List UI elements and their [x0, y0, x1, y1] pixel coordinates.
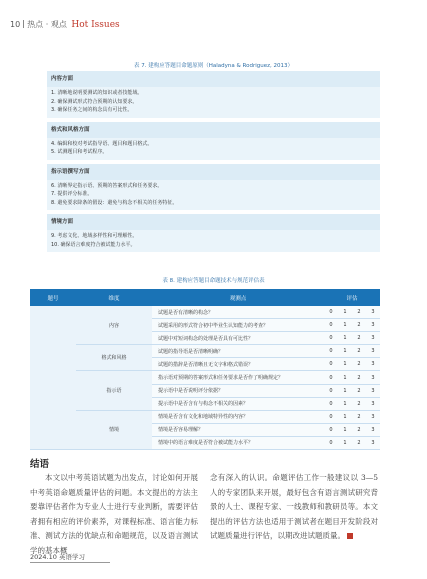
dimension-cell: 内容 — [76, 306, 152, 345]
table7-principle: 7. 提供评分标准。 — [47, 190, 380, 199]
table7 — [47, 71, 380, 252]
rating-option[interactable]: 3 — [366, 410, 380, 423]
observation-cell: 试题的措辞是否清晰且无文字和格式错误？ — [152, 358, 324, 371]
header-divider — [23, 20, 24, 28]
table7-principle: 9. 考虑文化、地域多样性和可理解性。 — [47, 232, 380, 241]
rating-option[interactable]: 0 — [324, 345, 338, 358]
rating-option[interactable]: 3 — [366, 397, 380, 410]
rating-option[interactable]: 3 — [366, 345, 380, 358]
table-row — [30, 410, 380, 423]
rating-option[interactable]: 2 — [352, 345, 366, 358]
section-label: 热点 · 观点 — [27, 20, 67, 29]
rating-option[interactable]: 0 — [324, 436, 338, 449]
observation-cell: 试题的指导语是否清晰明确？ — [152, 345, 324, 358]
rating-option[interactable]: 2 — [352, 397, 366, 410]
rating-option[interactable]: 0 — [324, 410, 338, 423]
table7-section-heading: 指示语撰写方面 — [51, 168, 90, 175]
rating-option[interactable]: 1 — [338, 436, 352, 449]
table-row — [30, 306, 380, 319]
header-dimension: 维度 — [76, 289, 152, 306]
table7-section — [47, 122, 380, 160]
rating-option[interactable]: 0 — [324, 358, 338, 371]
table7-principle: 6. 清晰界定指示语、预期的答案形式和任务要求。 — [47, 182, 380, 191]
table7-section — [47, 164, 380, 211]
footer-rule — [30, 562, 110, 563]
table7-principle: 8. 避免要求降条的假设：避免与构念不相关的任务特征。 — [47, 199, 380, 208]
rating-option[interactable]: 1 — [338, 371, 352, 384]
table7-section — [47, 214, 380, 252]
observation-cell: 情境是否含有文化和地域特异性的内容？ — [152, 410, 324, 423]
table7-section — [47, 71, 380, 118]
table7-section-heading: 情境方面 — [51, 219, 74, 225]
table-row — [30, 345, 380, 358]
header-item-no: 题号 — [30, 289, 76, 306]
footer — [30, 552, 85, 561]
table8 — [30, 289, 380, 450]
rating-option[interactable]: 1 — [338, 397, 352, 410]
body-column-left — [30, 471, 198, 559]
rating-option[interactable]: 2 — [352, 410, 366, 423]
footer-issue: 2024.10 — [30, 553, 57, 561]
rating-option[interactable]: 2 — [352, 306, 366, 319]
observation-cell: 提示语中是否含有与构念不相关的因素？ — [152, 397, 324, 410]
rating-option[interactable]: 2 — [352, 358, 366, 371]
rating-option[interactable]: 3 — [366, 319, 380, 332]
observation-cell: 试题中对短词构念的处理是否具有可比性？ — [152, 332, 324, 345]
footer-journal: 英语学习 — [58, 553, 85, 561]
rating-option[interactable]: 3 — [366, 332, 380, 345]
table7-section-heading: 格式和风格方面 — [51, 126, 90, 133]
rating-option[interactable]: 3 — [366, 358, 380, 371]
paragraph-left: 本文以中考英语试题为出发点，讨论如何开展中考英语命题质量评估的问题。本文提出的方法主要靠评估者作为专业人士进行专业判断，需要评估者拥有相应的评价素养，对课程标准、语言能力标准、测试方法的优缺点和命题规范，以及语言测试学的基本概 — [30, 473, 198, 555]
table8-caption: 表 8. 建构应答题目命题技术与规范评估表 — [162, 278, 265, 284]
rating-option[interactable]: 1 — [338, 358, 352, 371]
rating-option[interactable]: 0 — [324, 332, 338, 345]
rating-option[interactable]: 1 — [338, 410, 352, 423]
rating-option[interactable]: 1 — [338, 332, 352, 345]
table7-section-items — [47, 180, 380, 211]
paragraph-right-text: 念有深入的认识。命题评估工作一般建议以 3—5 人的专家团队来开展，最好包含有语言测试研究背景的人士、课程专家、一线教师和教研员等。本文提出的评估方法也适用于测试者在题目开发阶段对试题质量进行评估，以期改进试题质量。 — [210, 473, 378, 541]
rating-option[interactable]: 2 — [352, 436, 366, 449]
table7-principle: 5. 试测题目和考试程序。 — [47, 148, 380, 157]
rating-option[interactable]: 3 — [366, 436, 380, 449]
item-number-cell — [30, 306, 76, 450]
dimension-cell: 格式和风格 — [76, 345, 152, 371]
rating-option[interactable]: 0 — [324, 384, 338, 397]
table7-principle: 10. 确保语言难度符合被试能力水平。 — [47, 241, 380, 250]
rating-option[interactable]: 0 — [324, 306, 338, 319]
hot-issues-label: Hot Issues — [71, 20, 120, 30]
rating-option[interactable]: 3 — [366, 423, 380, 436]
table7-section-items — [47, 138, 380, 160]
section-title: 结语 — [30, 459, 50, 470]
rating-option[interactable]: 1 — [338, 345, 352, 358]
table-row — [30, 371, 380, 384]
rating-option[interactable]: 0 — [324, 397, 338, 410]
table8-header-row — [30, 289, 380, 306]
dimension-cell: 情境 — [76, 410, 152, 449]
rating-option[interactable]: 0 — [324, 371, 338, 384]
observation-cell: 情境是否容易理解？ — [152, 423, 324, 436]
rating-option[interactable]: 2 — [352, 371, 366, 384]
end-mark-icon — [347, 533, 353, 539]
table7-section-heading: 内容方面 — [51, 76, 74, 82]
rating-option[interactable]: 0 — [324, 423, 338, 436]
rating-option[interactable]: 1 — [338, 306, 352, 319]
table7-caption: 表 7. 建构应答题目命题原则（Haladyna & Rodriguez, 2013） — [134, 63, 293, 69]
observation-cell: 试题采用的形式符合初中毕业生认知能力的考查？ — [152, 319, 324, 332]
paragraph-right — [210, 471, 378, 544]
rating-option[interactable]: 2 — [352, 319, 366, 332]
rating-option[interactable]: 1 — [338, 423, 352, 436]
rating-option[interactable]: 2 — [352, 384, 366, 397]
table7-section-items — [47, 87, 380, 118]
rating-option[interactable]: 3 — [366, 384, 380, 397]
header-observation: 观测点 — [152, 289, 324, 306]
table7-principle: 3. 确保任务之间的构念具有可比性。 — [47, 106, 380, 115]
running-header — [10, 19, 120, 30]
rating-option[interactable]: 1 — [338, 384, 352, 397]
observation-cell: 指示语对预期的答案形式和任务要求是否作了明确规定？ — [152, 371, 324, 384]
observation-cell: 情境中的语言难度是否符合被试能力水平？ — [152, 436, 324, 449]
rating-option[interactable]: 3 — [366, 306, 380, 319]
dimension-cell: 指示语 — [76, 371, 152, 410]
observation-cell: 提示语中是否说明评分依据？ — [152, 384, 324, 397]
table7-principle: 1. 清晰地说明要测试的知识或者技能域。 — [47, 89, 380, 98]
table7-principle: 2. 确保测试形式符合预期的认知要求。 — [47, 98, 380, 107]
table7-section-items — [47, 230, 380, 252]
rating-option[interactable]: 2 — [352, 332, 366, 345]
body-column-right — [210, 471, 378, 544]
rating-option[interactable]: 3 — [366, 371, 380, 384]
rating-option[interactable]: 1 — [338, 319, 352, 332]
observation-cell: 试题是否有清晰的构念？ — [152, 306, 324, 319]
rating-option[interactable]: 2 — [352, 423, 366, 436]
page-number: 10 — [10, 20, 21, 29]
table7-principle: 4. 编辑和校对考试指导语、题目和题目格式。 — [47, 140, 380, 149]
header-rating: 评估 — [324, 289, 380, 306]
rating-option[interactable]: 0 — [324, 319, 338, 332]
